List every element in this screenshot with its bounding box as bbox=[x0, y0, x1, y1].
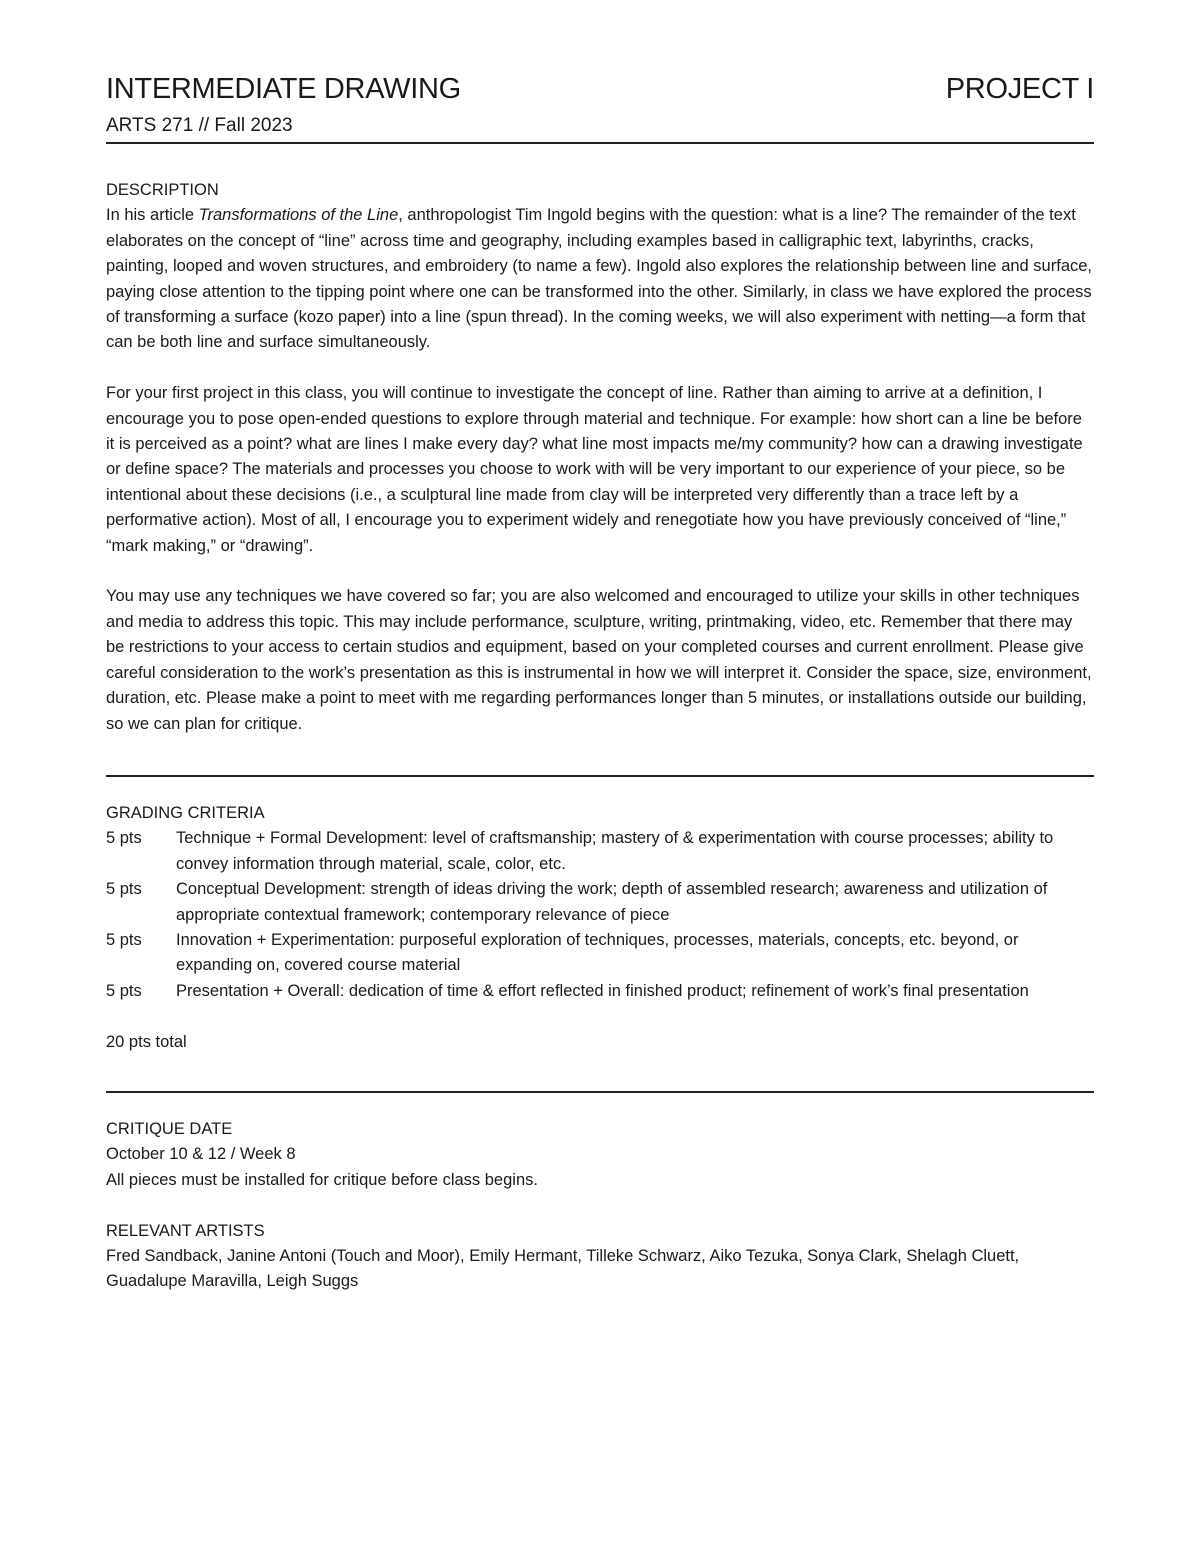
grading-label: Innovation + Experimentation: bbox=[176, 930, 395, 949]
description-paragraph-2: For your first project in this class, you will continue to investigate the concept of line. Rather than aiming to arrive at a definition, I encourage you to pose open-ended questions to explore through material and technique. For example: how short can a line be before it is perceived as a point? what are lines I make every day? what line most impacts me/my community? how can a drawing investigate or define space? The materials and processes you choose to work with will be very important to our experience of your piece, so be intentional about these decisions (i.e., a sculptural line made from clay will be interpreted very differently than a trace left by a performative action). Most of all, I encourage you to experiment widely and renegotiate how you have previously conceived of “line,” “mark making,” or “drawing”. bbox=[106, 384, 1083, 555]
grading-item bbox=[106, 979, 1094, 1004]
grading-section bbox=[106, 801, 1094, 1055]
p1-intro: In his article bbox=[106, 206, 199, 225]
course-code-term: ARTS 271 // Fall 2023 bbox=[106, 115, 293, 136]
grading-text: strength of ideas driving the work; depth of assembled research; awareness and utilization of appropriate contextual framework; contemporary relevance of piece bbox=[176, 880, 1048, 924]
description-paragraph-3: You may use any techniques we have covered so far; you are also welcomed and encouraged to utilize your skills in other techniques and media to address this topic. This may include performance, sculpture, writing, printmaking, video, etc. Remember that there may be restrictions to your access to certain studios and equipment, based on your completed courses and current enrollment. Please give careful consideration to the work’s presentation as this is instrumental in how we will interpret it. Consider the space, size, environment, duration, etc. Please make a point to meet with me regarding performances longer than 5 minutes, or installations outside our building, so we can plan for critique. bbox=[106, 587, 1092, 733]
description-paragraph-1 bbox=[106, 203, 1094, 355]
grading-text: level of craftsmanship; mastery of & experimentation with course processes; ability to convey information through material, scale, color, etc. bbox=[176, 829, 1054, 873]
grading-item bbox=[106, 928, 1094, 979]
grading-label: Conceptual Development: bbox=[176, 880, 366, 899]
description-section bbox=[106, 178, 1094, 737]
grading-points: 5 pts bbox=[106, 829, 142, 848]
grading-item bbox=[106, 877, 1094, 928]
article-title: Transformations of the Line bbox=[198, 206, 399, 225]
grading-points: 5 pts bbox=[106, 981, 142, 1000]
header bbox=[106, 70, 1094, 110]
p1-body: , anthropologist Tim Ingold begins with the question: what is a line? The remainder of the text elaborates on the concept of “line” across time and geography, including examples based in calligraphic text, labyrinths, cracks, painting, looped and woven structures, and embroidery (to name a few). Ingold also explores the relationship between line and surface, paying close attention to the tipping point where one can be transformed into the other. Similarly, in class we have explored the process of transforming a surface (kozo paper) into a line (spun thread). In the coming weeks, we will also experiment with netting—a form that can be both line and surface simultaneously. bbox=[106, 206, 1093, 352]
grading-item bbox=[106, 826, 1094, 877]
description-heading: DESCRIPTION bbox=[106, 181, 219, 199]
critique-section bbox=[106, 1117, 1094, 1193]
critique-note: All pieces must be installed for critique before class begins. bbox=[106, 1170, 538, 1189]
grading-text: purposeful exploration of techniques, processes, materials, concepts, etc. beyond, or expanding on, covered course material bbox=[176, 930, 1019, 975]
grading-points: 5 pts bbox=[106, 880, 142, 899]
artists-heading: RELEVANT ARTISTS bbox=[106, 1221, 265, 1240]
grading-label: Presentation + Overall: bbox=[176, 981, 345, 1000]
assignment-sheet bbox=[106, 70, 1094, 1295]
artists-section bbox=[106, 1219, 1094, 1295]
grading-text: dedication of time & effort reflected in finished product; refinement of work’s final presentation bbox=[344, 981, 1029, 1000]
critique-date: October 10 & 12 / Week 8 bbox=[106, 1145, 296, 1164]
course-title: INTERMEDIATE DRAWING bbox=[106, 73, 461, 105]
grading-heading: GRADING CRITERIA bbox=[106, 803, 265, 822]
critique-heading: CRITIQUE DATE bbox=[106, 1119, 233, 1138]
grading-total: 20 pts total bbox=[106, 1032, 187, 1051]
grading-label: Technique + Formal Development: bbox=[176, 829, 428, 848]
artists-list: Fred Sandback, Janine Antoni (Touch and Moor), Emily Hermant, Tilleke Schwarz, Aiko Tezuka, Sonya Clark, Shelagh Cluett, Guadalupe Maravilla, Leigh Suggs bbox=[106, 1246, 1020, 1291]
grading-points: 5 pts bbox=[106, 930, 142, 949]
project-title: PROJECT I bbox=[945, 73, 1094, 105]
